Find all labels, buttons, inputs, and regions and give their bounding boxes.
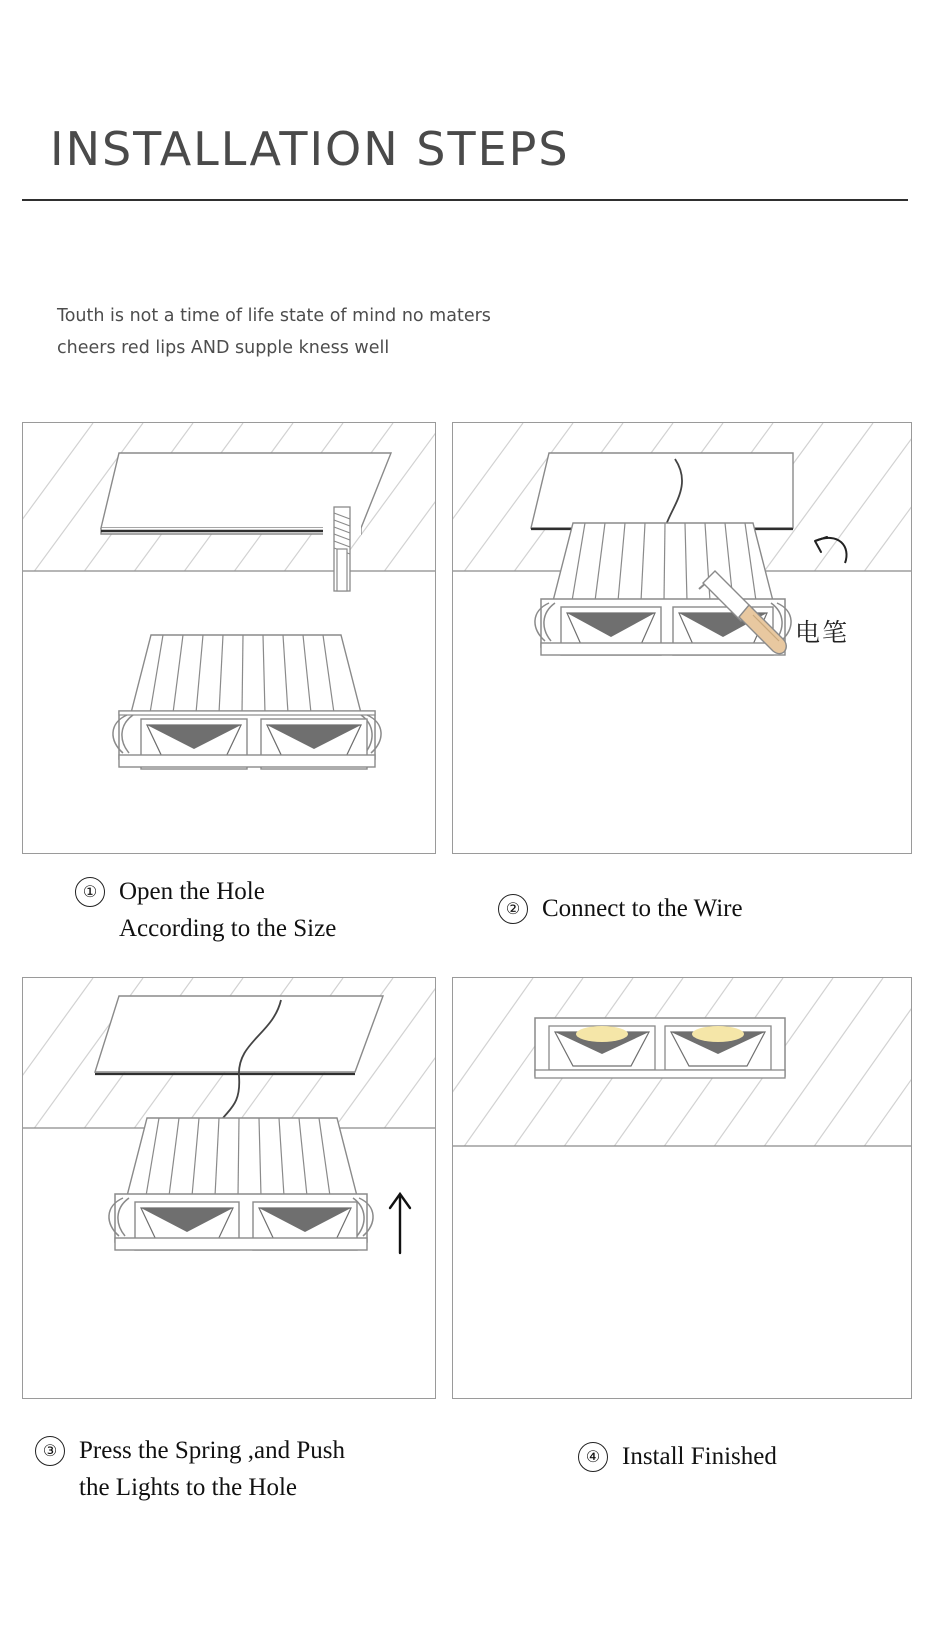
rotate-arrow-icon [815,537,847,563]
up-arrow-icon [390,1194,410,1253]
step-3-illustration-panel [22,977,436,1399]
downlight-fixture [109,1118,373,1250]
step-1-illustration-panel [22,422,436,854]
step-3-caption-line-1: Press the Spring ,and Push [79,1437,345,1464]
step-2-number: ② [498,894,528,924]
step-1-caption-line-1: Open the Hole [119,878,265,905]
step-4-caption-text [622,1438,777,1475]
downlight-fixture [535,523,791,655]
downlight-fixture [113,635,381,769]
step-2-caption-line-1: Connect to the Wire [542,895,743,922]
step-3-number: ③ [35,1436,65,1466]
step-4-caption [578,1438,908,1475]
step-1-caption [75,873,455,947]
installed-downlight [535,1018,785,1078]
step-1-number: ① [75,877,105,907]
drill-bit [334,507,350,591]
step-3-caption-text [79,1432,345,1506]
step-2-caption-text [542,890,743,927]
step-4-caption-line-1: Install Finished [622,1443,777,1470]
step-1-caption-line-2: According to the Size [119,915,337,942]
step-2-annotation: 电笔 [795,618,850,647]
step-4-illustration-panel [452,977,912,1399]
step-1-caption-text [119,873,336,947]
intro-text [57,300,697,364]
step-4-number: ④ [578,1442,608,1472]
step-3-caption [35,1432,455,1506]
intro-line-1: Touth is not a time of life state of mind no maters [57,306,491,326]
step-2-caption [498,890,898,927]
title-divider [22,199,908,201]
step-3-caption-line-2: the Lights to the Hole [79,1474,298,1501]
intro-line-2: cheers red lips AND supple kness well [57,338,390,358]
page-title: INSTALLATION STEPS [50,122,570,176]
